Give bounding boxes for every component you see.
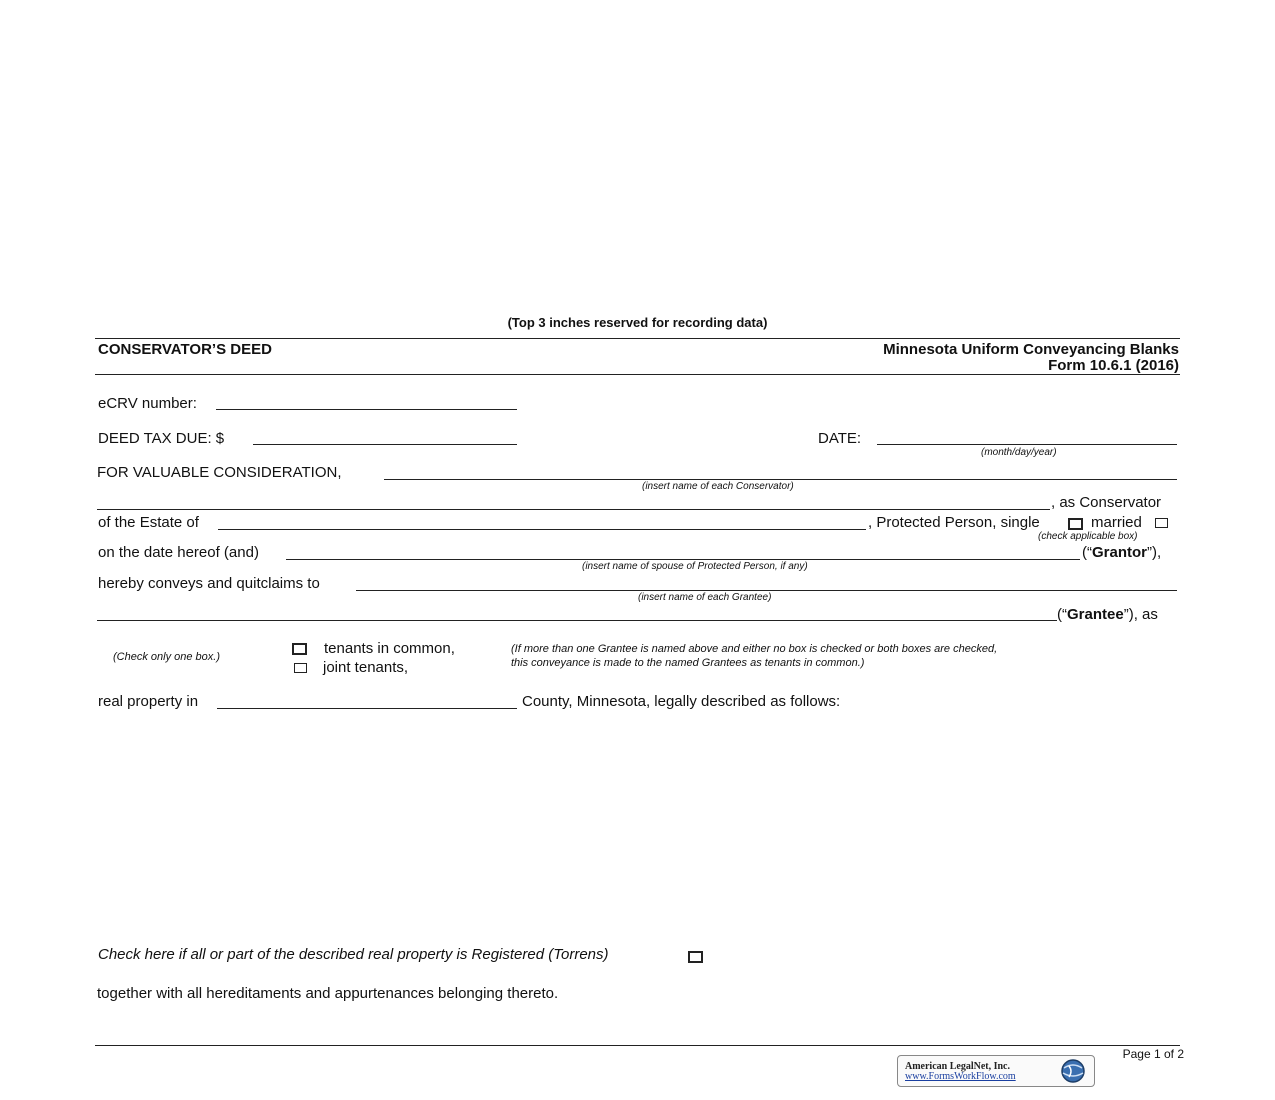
grantee-word: Grantee bbox=[1067, 606, 1124, 623]
grantee-name-field-line2[interactable] bbox=[97, 620, 1057, 621]
married-checkbox[interactable] bbox=[1155, 518, 1168, 528]
torrens-checkbox[interactable] bbox=[688, 951, 703, 963]
header-bottom-rule bbox=[95, 374, 1180, 375]
tenancy-note-line1: (If more than one Grantee is named above and either no box is checked or both boxes are checked, bbox=[511, 643, 998, 655]
deed-tax-field[interactable] bbox=[253, 444, 517, 445]
hereditaments-text: together with all hereditaments and appurtenances belonging thereto. bbox=[97, 985, 559, 1002]
grantee-designation bbox=[1057, 606, 1158, 623]
as-conservator-text: , as Conservator bbox=[1051, 494, 1162, 511]
check-applicable-hint: (check applicable box) bbox=[1038, 531, 1138, 542]
grantor-word: Grantor bbox=[1092, 544, 1148, 561]
logo-website-link[interactable]: www.FormsWorkFlow.com bbox=[905, 1071, 1016, 1082]
conservator-name-field-line2[interactable] bbox=[97, 509, 1050, 510]
tenants-in-common-checkbox[interactable] bbox=[292, 643, 307, 655]
conveys-label: hereby conveys and quitclaims to bbox=[98, 575, 320, 592]
single-checkbox[interactable] bbox=[1068, 518, 1083, 530]
date-label: DATE: bbox=[818, 430, 862, 447]
globe-icon bbox=[1056, 1058, 1090, 1084]
torrens-text: Check here if all or part of the described real property is Registered (Torrens) bbox=[98, 946, 609, 963]
grantee-hint: (insert name of each Grantee) bbox=[638, 592, 772, 603]
grantee-open-quote: (“ bbox=[1057, 606, 1067, 623]
grantor-designation bbox=[1082, 544, 1161, 561]
conservator-hint: (insert name of each Conservator) bbox=[642, 481, 794, 492]
ecrv-number-field[interactable] bbox=[216, 409, 517, 410]
consideration-label: FOR VALUABLE CONSIDERATION, bbox=[97, 464, 342, 481]
spouse-name-field[interactable] bbox=[286, 559, 1080, 560]
estate-name-field[interactable] bbox=[218, 529, 866, 530]
date-field[interactable] bbox=[877, 444, 1177, 445]
spouse-hint: (insert name of spouse of Protected Person, if any) bbox=[582, 561, 808, 572]
county-field[interactable] bbox=[217, 708, 517, 709]
joint-tenants-label: joint tenants, bbox=[323, 659, 409, 676]
logo-company-name: American LegalNet, Inc. bbox=[905, 1061, 1010, 1072]
date-hereof-label: on the date hereof (and) bbox=[98, 544, 259, 561]
header-top-rule bbox=[95, 338, 1180, 339]
date-format-hint: (month/day/year) bbox=[981, 447, 1057, 458]
conservator-name-field[interactable] bbox=[384, 479, 1177, 480]
deed-tax-label: DEED TAX DUE: $ bbox=[98, 430, 225, 447]
estate-label: of the Estate of bbox=[98, 514, 199, 531]
tenancy-note-line2: this conveyance is made to the named Grantees as tenants in common.) bbox=[511, 657, 865, 669]
grantee-name-field[interactable] bbox=[356, 590, 1177, 591]
legalnet-logo bbox=[897, 1055, 1095, 1087]
recording-data-note: (Top 3 inches reserved for recording data) bbox=[507, 315, 768, 330]
protected-person-text: , Protected Person, single bbox=[868, 514, 1040, 531]
form-number: Form 10.6.1 (2016) bbox=[1048, 357, 1179, 374]
county-description-text: County, Minnesota, legally described as follows: bbox=[522, 693, 841, 710]
married-label: married bbox=[1091, 514, 1142, 531]
grantor-open-quote: (“ bbox=[1082, 544, 1092, 561]
grantee-close-quote: ”), as bbox=[1123, 606, 1158, 623]
ecrv-label: eCRV number: bbox=[98, 395, 197, 412]
footer-rule bbox=[95, 1045, 1180, 1046]
page-number: Page 1 of 2 bbox=[1122, 1047, 1184, 1061]
check-only-one-hint: (Check only one box.) bbox=[113, 651, 220, 663]
real-property-label: real property in bbox=[98, 693, 199, 710]
grantor-close-quote: ”), bbox=[1147, 544, 1162, 561]
tenants-in-common-label: tenants in common, bbox=[324, 640, 455, 657]
form-series-title: Minnesota Uniform Conveyancing Blanks bbox=[883, 341, 1179, 358]
joint-tenants-checkbox[interactable] bbox=[294, 663, 307, 673]
document-title: CONSERVATOR’S DEED bbox=[98, 341, 272, 358]
